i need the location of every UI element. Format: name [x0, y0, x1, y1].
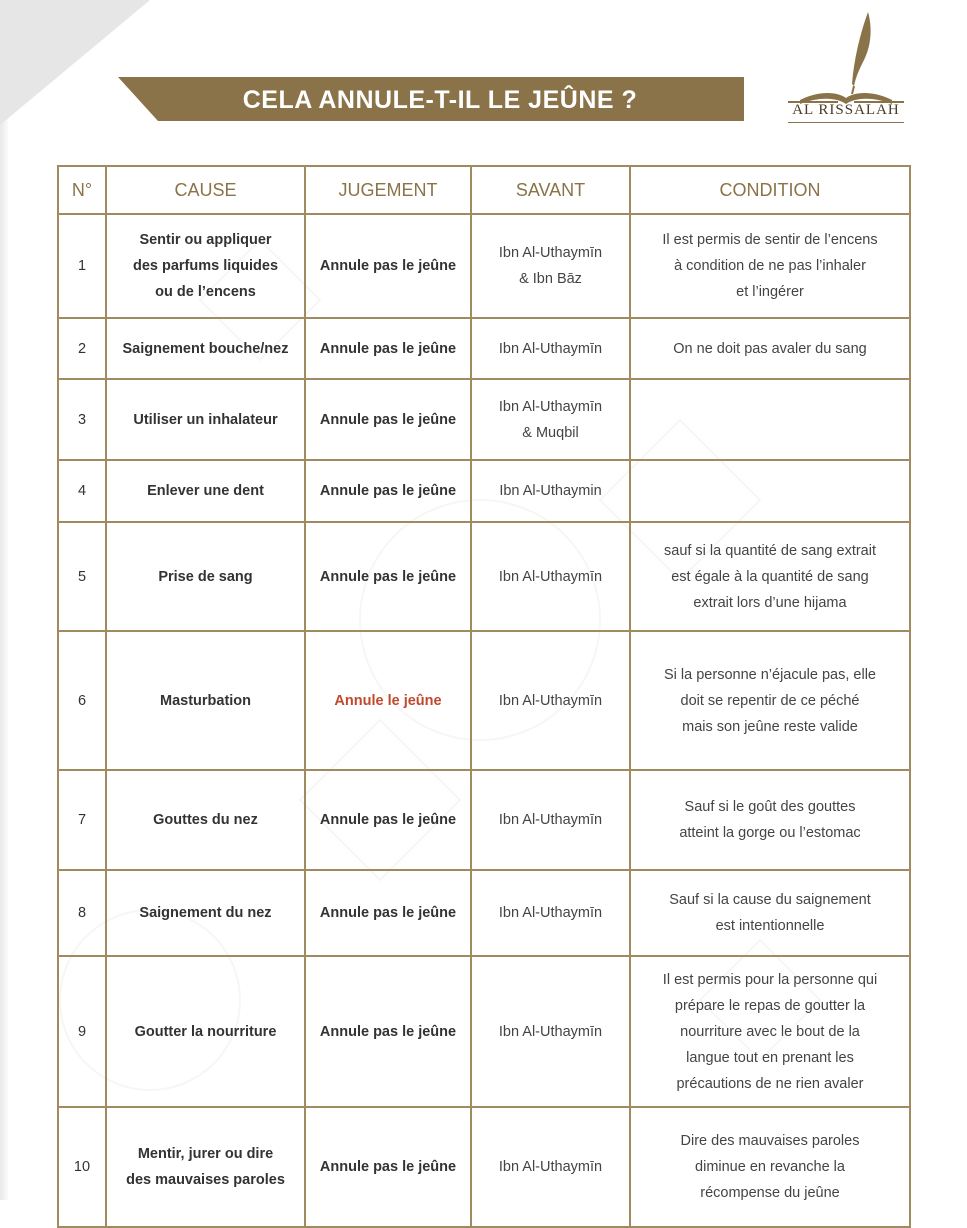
condition-cell-line: récompense du jeûne	[700, 1185, 840, 1201]
cause-cell-line: Goutter la nourriture	[134, 1023, 277, 1040]
table-row	[58, 318, 910, 379]
table-row	[58, 379, 910, 460]
condition-cell-line: mais son jeûne reste valide	[682, 718, 858, 735]
savant-cell	[471, 956, 630, 1107]
cause-cell	[106, 770, 305, 870]
condition-cell-line: Sauf si le goût des gouttes	[684, 799, 856, 815]
condition-cell	[630, 318, 910, 379]
condition-cell-line: Il est permis pour la personne qui	[662, 971, 878, 988]
condition-cell	[630, 770, 910, 870]
savant-cell	[471, 460, 630, 522]
condition-cell-line: On ne doit pas avaler du sang	[673, 340, 867, 357]
cause-cell-line: ou de l’encens	[155, 284, 256, 300]
savant-cell	[471, 770, 630, 870]
header-savant: SAVANT	[471, 166, 630, 214]
condition-cell	[630, 1107, 910, 1227]
cause-cell	[106, 956, 305, 1107]
condition-cell-line: sauf si la quantité de sang extrait	[664, 542, 876, 559]
savant-cell	[471, 379, 630, 460]
page-title: CELA ANNULE-T-IL LE JEÛNE ?	[242, 86, 638, 114]
header-condition: CONDITION	[630, 166, 910, 214]
cause-cell	[106, 379, 305, 460]
row-number: 5	[58, 522, 106, 631]
table-row	[58, 631, 910, 770]
jugement-cell: Annule pas le jeûne	[305, 379, 471, 460]
condition-cell-line: à condition de ne pas l’inhaler	[674, 258, 866, 274]
savant-cell-line: & Muqbil	[522, 424, 579, 441]
savant-cell-line: Ibn Al-Uthaymīn	[498, 568, 603, 585]
condition-cell	[630, 214, 910, 318]
jugement-cell: Annule pas le jeûne	[305, 1107, 471, 1227]
table-row	[58, 770, 910, 870]
condition-cell	[630, 460, 910, 522]
table-body	[58, 214, 910, 1227]
jugement-cell: Annule pas le jeûne	[305, 318, 471, 379]
cause-cell	[106, 522, 305, 631]
cause-cell-line: Saignement bouche/nez	[122, 340, 289, 357]
savant-cell	[471, 522, 630, 631]
cause-cell	[106, 460, 305, 522]
savant-cell-line: Ibn Al-Uthaymīn	[498, 812, 603, 828]
savant-cell	[471, 1107, 630, 1227]
condition-cell	[630, 631, 910, 770]
savant-cell-line: Ibn Al-Uthaymīn	[498, 1159, 603, 1175]
cause-cell-line: Gouttes du nez	[153, 812, 258, 828]
condition-cell-line: Sauf si la cause du saignement	[669, 892, 871, 908]
cause-cell-line: Masturbation	[159, 692, 252, 709]
jugement-cell: Annule pas le jeûne	[305, 770, 471, 870]
row-number: 8	[58, 870, 106, 956]
logo-underline	[788, 122, 904, 123]
cause-cell-line: des parfums liquides	[132, 258, 279, 274]
header-number: N°	[58, 166, 106, 214]
jugement-cell: Annule pas le jeûne	[305, 522, 471, 631]
condition-cell-line: nourriture avec le bout de la	[680, 1023, 860, 1040]
condition-cell-line: et l’ingérer	[736, 284, 804, 300]
savant-cell-line: Ibn Al-Uthaymīn	[498, 398, 603, 415]
savant-cell	[471, 318, 630, 379]
condition-cell-line: atteint la gorge ou l’estomac	[679, 825, 861, 841]
jugement-cell: Annule pas le jeûne	[305, 214, 471, 318]
condition-cell-line: Il est permis de sentir de l’encens	[662, 232, 878, 248]
table-row	[58, 214, 910, 318]
condition-cell	[630, 379, 910, 460]
condition-cell-line: est égale à la quantité de sang	[671, 568, 869, 585]
row-number: 2	[58, 318, 106, 379]
cause-cell-line: Sentir ou appliquer	[139, 232, 272, 248]
condition-cell	[630, 522, 910, 631]
savant-cell-line: & Ibn Bāz	[519, 271, 582, 287]
cause-cell	[106, 631, 305, 770]
cause-cell-line: Mentir, jurer ou dire	[137, 1146, 274, 1162]
condition-cell	[630, 956, 910, 1107]
jugement-cell: Annule pas le jeûne	[305, 870, 471, 956]
jugement-cell: Annule pas le jeûne	[305, 956, 471, 1107]
jugement-cell: Annule le jeûne	[305, 631, 471, 770]
header-jugement: JUGEMENT	[305, 166, 471, 214]
cause-cell	[106, 1107, 305, 1227]
row-number: 3	[58, 379, 106, 460]
row-number: 7	[58, 770, 106, 870]
condition-cell-line: diminue en revanche la	[695, 1159, 845, 1175]
condition-cell-line: doit se repentir de ce péché	[680, 692, 860, 709]
cause-cell-line: Utiliser un inhalateur	[133, 411, 278, 428]
condition-cell-line: Dire des mauvaises paroles	[680, 1133, 860, 1149]
savant-cell-line: Ibn Al-Uthaymīn	[498, 905, 603, 921]
savant-cell-line: Ibn Al-Uthaymīn	[498, 245, 603, 261]
table-row	[58, 870, 910, 956]
condition-cell-line: est intentionnelle	[715, 918, 825, 934]
logo-text: AL RISSALAH	[792, 102, 900, 118]
condition-cell-line: extrait lors d’une hijama	[693, 594, 847, 611]
cause-cell	[106, 870, 305, 956]
condition-cell-line: Si la personne n’éjacule pas, elle	[664, 666, 876, 683]
savant-cell-line: Ibn Al-Uthaymīn	[498, 340, 603, 357]
row-number: 10	[58, 1107, 106, 1227]
condition-cell-line: prépare le repas de goutter la	[674, 997, 866, 1014]
table-row	[58, 522, 910, 631]
row-number: 1	[58, 214, 106, 318]
table-row	[58, 956, 910, 1107]
savant-cell-line: Ibn Al-Uthaymīn	[498, 1023, 603, 1040]
savant-cell-line: Ibn Al-Uthaymin	[499, 483, 602, 499]
condition-cell-line: précautions de ne rien avaler	[676, 1075, 864, 1092]
table-row	[58, 1107, 910, 1227]
savant-cell	[471, 870, 630, 956]
row-number: 6	[58, 631, 106, 770]
cause-cell	[106, 318, 305, 379]
condition-cell	[630, 870, 910, 956]
jugement-cell: Annule pas le jeûne	[305, 460, 471, 522]
row-number: 9	[58, 956, 106, 1107]
header-cause: CAUSE	[106, 166, 305, 214]
fasting-rulings-table	[57, 165, 911, 1228]
cause-cell-line: Prise de sang	[158, 568, 253, 585]
table-row	[58, 460, 910, 522]
savant-cell-line: Ibn Al-Uthaymīn	[498, 692, 603, 709]
condition-cell-line: langue tout en prenant les	[686, 1049, 854, 1066]
table-header-row	[58, 166, 910, 214]
cause-cell-line: Saignement du nez	[139, 905, 272, 921]
savant-cell	[471, 214, 630, 318]
row-number: 4	[58, 460, 106, 522]
cause-cell	[106, 214, 305, 318]
savant-cell	[471, 631, 630, 770]
cause-cell-line: des mauvaises paroles	[126, 1172, 285, 1188]
cause-cell-line: Enlever une dent	[147, 483, 264, 499]
